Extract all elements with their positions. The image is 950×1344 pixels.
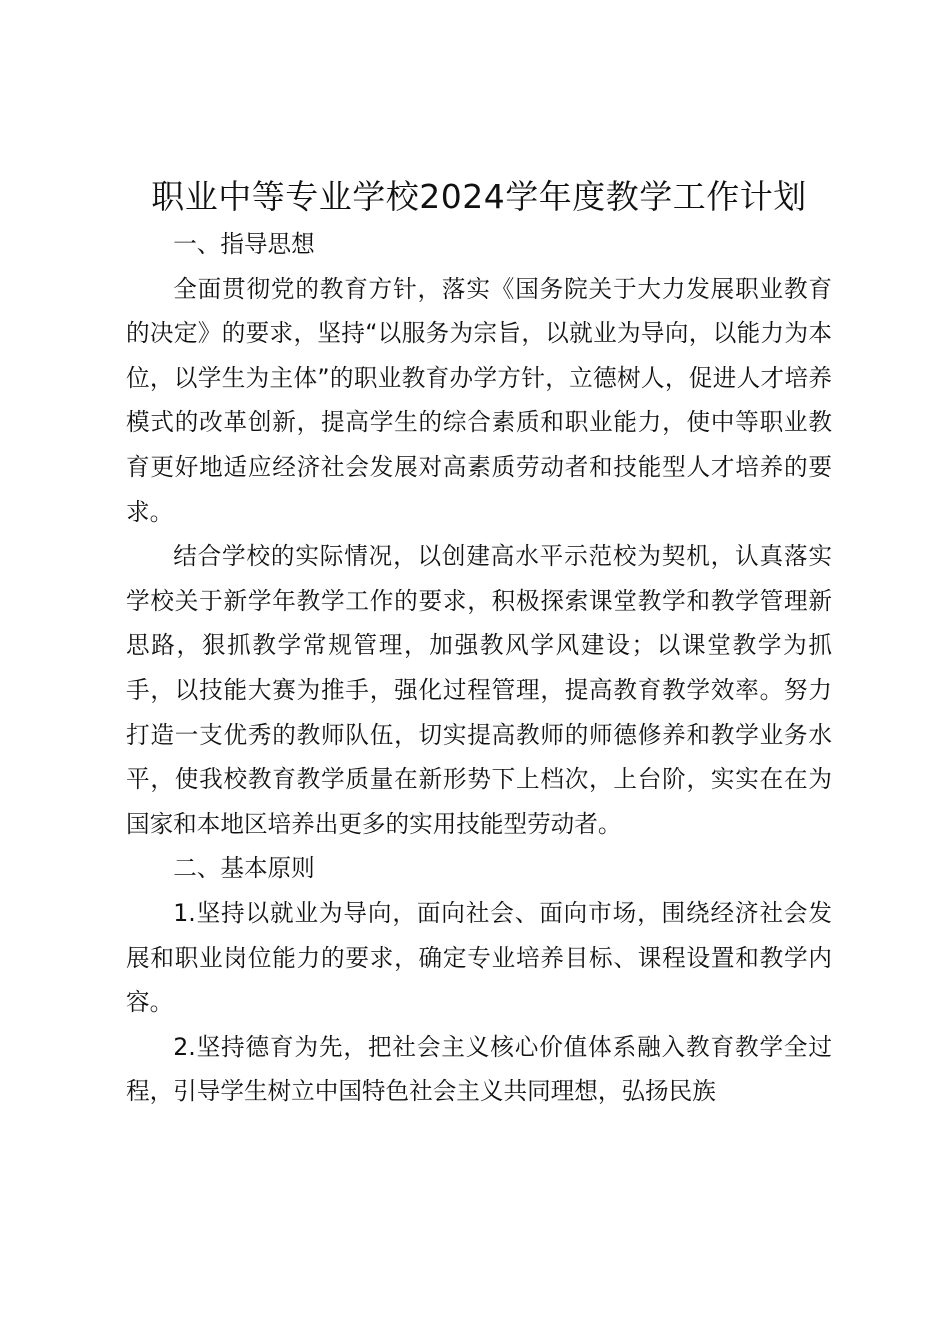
paragraph-guiding-ideology-2: 结合学校的实际情况，以创建高水平示范校为契机，认真落实学校关于新学年教学工作的要求，积极探索课堂教学和教学管理新思路，狠抓教学常规管理，加强教风学风建设；以课堂教学为抓手，以技能大赛为推手，强化过程管理，提高教育教学效率。努力打造一支优秀的教师队伍，切实提高教师的师德修养和教学业务水平，使我校教育教学质量在新形势下上档次，上台阶，实实在在为国家和本地区培养出更多的实用技能型劳动者。 [126,542,832,838]
paragraph-principle-1: 1.坚持以就业为导向，面向社会、面向市场，围绕经济社会发展和职业岗位能力的要求，确定专业培养目标、课程设置和教学内容。 [126,898,832,1017]
document-body [126,172,832,1114]
section-heading-basic-principles: 二、基本原则 [173,854,315,883]
section-heading-guiding-ideology: 一、指导思想 [173,230,315,258]
document-title: 职业中等专业学校2024学年度教学工作计划 [151,177,807,216]
paragraph-guiding-ideology-1: 全面贯彻党的教育方针，落实《国务院关于大力发展职业教育的决定》的要求，坚持“以服务为宗旨，以就业为导向，以能力为本位，以学生为主体”的职业教育办学方针，立德树人，促进人才培养模式的改革创新，提高学生的综合素质和职业能力，使中等职业教育更好地适应经济社会发展对高素质劳动者和技能型人才培养的要求。 [126,274,832,526]
paragraph-principle-2: 2.坚持德育为先，把社会主义核心价值体系融入教育教学全过程，引导学生树立中国特色社会主义共同理想，弘扬民族 [126,1032,832,1106]
